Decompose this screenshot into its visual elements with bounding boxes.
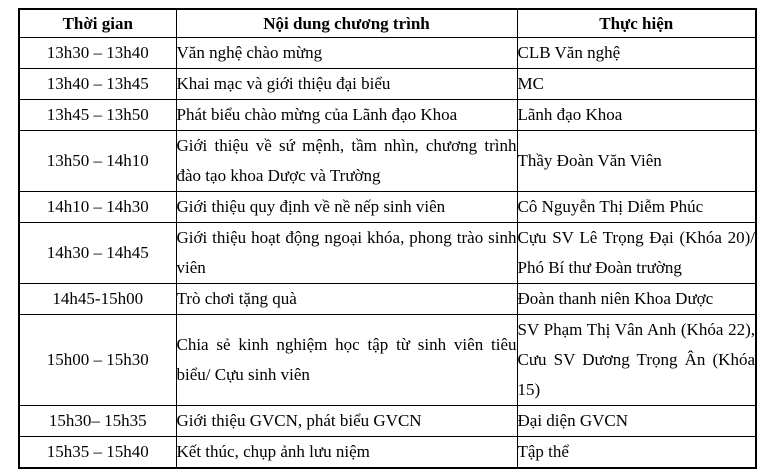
content-cell: Giới thiệu GVCN, phát biểu GVCN — [176, 406, 517, 437]
table-row — [19, 223, 756, 284]
performer-cell: Cựu SV Lê Trọng Đại (Khóa 20)/ Phó Bí thư Đoàn trường — [517, 223, 756, 284]
performer-cell: Đại diện GVCN — [517, 406, 756, 437]
table-row — [19, 69, 756, 100]
table-row — [19, 437, 756, 469]
content-cell: Văn nghệ chào mừng — [176, 38, 517, 69]
performer-cell: Tập thể — [517, 437, 756, 469]
performer-cell: Đoàn thanh niên Khoa Dược — [517, 284, 756, 315]
time-cell: 14h10 – 14h30 — [19, 192, 176, 223]
column-header-content: Nội dung chương trình — [176, 9, 517, 38]
time-cell: 15h35 – 15h40 — [19, 437, 176, 469]
table-row — [19, 284, 756, 315]
content-cell: Kết thúc, chụp ảnh lưu niệm — [176, 437, 517, 469]
table-row — [19, 406, 756, 437]
time-cell: 13h45 – 13h50 — [19, 100, 176, 131]
time-cell: 13h50 – 14h10 — [19, 131, 176, 192]
column-header-performer: Thực hiện — [517, 9, 756, 38]
time-cell: 15h30– 15h35 — [19, 406, 176, 437]
table-row — [19, 315, 756, 406]
table-row — [19, 192, 756, 223]
content-cell: Giới thiệu hoạt động ngoại khóa, phong trào sinh viên — [176, 223, 517, 284]
table-row — [19, 38, 756, 69]
content-cell: Giới thiệu quy định về nề nếp sinh viên — [176, 192, 517, 223]
table-row — [19, 131, 756, 192]
performer-cell: Thầy Đoàn Văn Viên — [517, 131, 756, 192]
program-schedule-table — [18, 8, 757, 469]
time-cell: 13h30 – 13h40 — [19, 38, 176, 69]
performer-cell: CLB Văn nghệ — [517, 38, 756, 69]
table-row — [19, 100, 756, 131]
performer-cell: MC — [517, 69, 756, 100]
content-cell: Trò chơi tặng quà — [176, 284, 517, 315]
performer-cell: Lãnh đạo Khoa — [517, 100, 756, 131]
performer-cell: Cô Nguyễn Thị Diễm Phúc — [517, 192, 756, 223]
time-cell: 14h45-15h00 — [19, 284, 176, 315]
header-row — [19, 9, 756, 38]
performer-cell: SV Phạm Thị Vân Anh (Khóa 22), Cưu SV Dương Trọng Ân (Khóa 15) — [517, 315, 756, 406]
time-cell: 13h40 – 13h45 — [19, 69, 176, 100]
content-cell: Chia sẻ kinh nghiệm học tập từ sinh viên tiêu biểu/ Cựu sinh viên — [176, 315, 517, 406]
content-cell: Khai mạc và giới thiệu đại biểu — [176, 69, 517, 100]
time-cell: 14h30 – 14h45 — [19, 223, 176, 284]
content-cell: Phát biểu chào mừng của Lãnh đạo Khoa — [176, 100, 517, 131]
column-header-time: Thời gian — [19, 9, 176, 38]
content-cell: Giới thiệu về sứ mệnh, tầm nhìn, chương trình đào tạo khoa Dược và Trường — [176, 131, 517, 192]
time-cell: 15h00 – 15h30 — [19, 315, 176, 406]
document-page — [0, 8, 773, 470]
